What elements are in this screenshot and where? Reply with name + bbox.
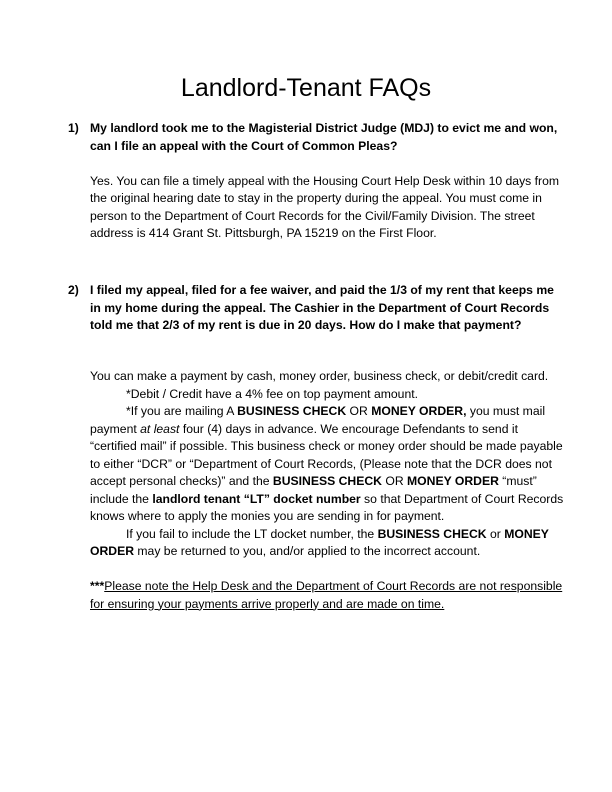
faq-question: My landlord took me to the Magisterial District Judge (MDJ) to evict me and won, can I file an appeal with the Court of Common Pleas? bbox=[90, 121, 558, 153]
docket-warning: If you fail to include the LT docket number, the BUSINESS CHECK or MONEY ORDER may be returned to you, and/or applied to the incorrect account. bbox=[90, 526, 549, 558]
faq-answer: Yes. You can file a timely appeal with the Housing Court Help Desk within 10 days from the original hearing date to stay in the property during the appeal. You must come in person to the Department of Court Records for the Civil/Family Division. The street address is 414 Grant St. Pittsburgh, PA 15219 on the First Floor. bbox=[90, 173, 560, 240]
page-title: Landlord-Tenant FAQs bbox=[180, 74, 432, 102]
fee-note: *Debit / Credit have a 4% fee on top payment amount. bbox=[126, 386, 418, 401]
faq-number: 1) bbox=[68, 121, 79, 135]
disclaimer-notice: ***Please note the Help Desk and the Department of Court Records are not responsible for ensuring your payments arrive properly and are made on time. bbox=[90, 579, 563, 611]
mail-instructions: *If you are mailing A BUSINESS CHECK OR MONEY ORDER, you must mail payment at least four (4) days in advance. We encourage Defendants to send it “certified mail” if possible. This business check or money order should be made payable to either “DCR” or “Department of Court Records, (Please note that the DCR does not accept personal checks)” and the BUSINESS CHECK OR MONEY ORDER “must” include the landlord tenant “LT” docket number so that Department of Court Records knows where to apply the monies you are sending in for payment. bbox=[90, 404, 564, 523]
faq-item-2 bbox=[68, 282, 568, 335]
faq-question: I filed my appeal, filed for a fee waiver, and paid the 1/3 of my rent that keeps me in my home during the appeal. The Cashier in the Department of Court Records told me that 2/3 of my rent is due in 20 days. How do I make that payment? bbox=[90, 283, 554, 332]
faq-item-1 bbox=[68, 120, 568, 243]
payment-intro: You can make a payment by cash, money order, business check, or debit/credit card. bbox=[90, 369, 549, 383]
payment-section bbox=[90, 368, 568, 613]
faq-number: 2) bbox=[68, 283, 79, 297]
